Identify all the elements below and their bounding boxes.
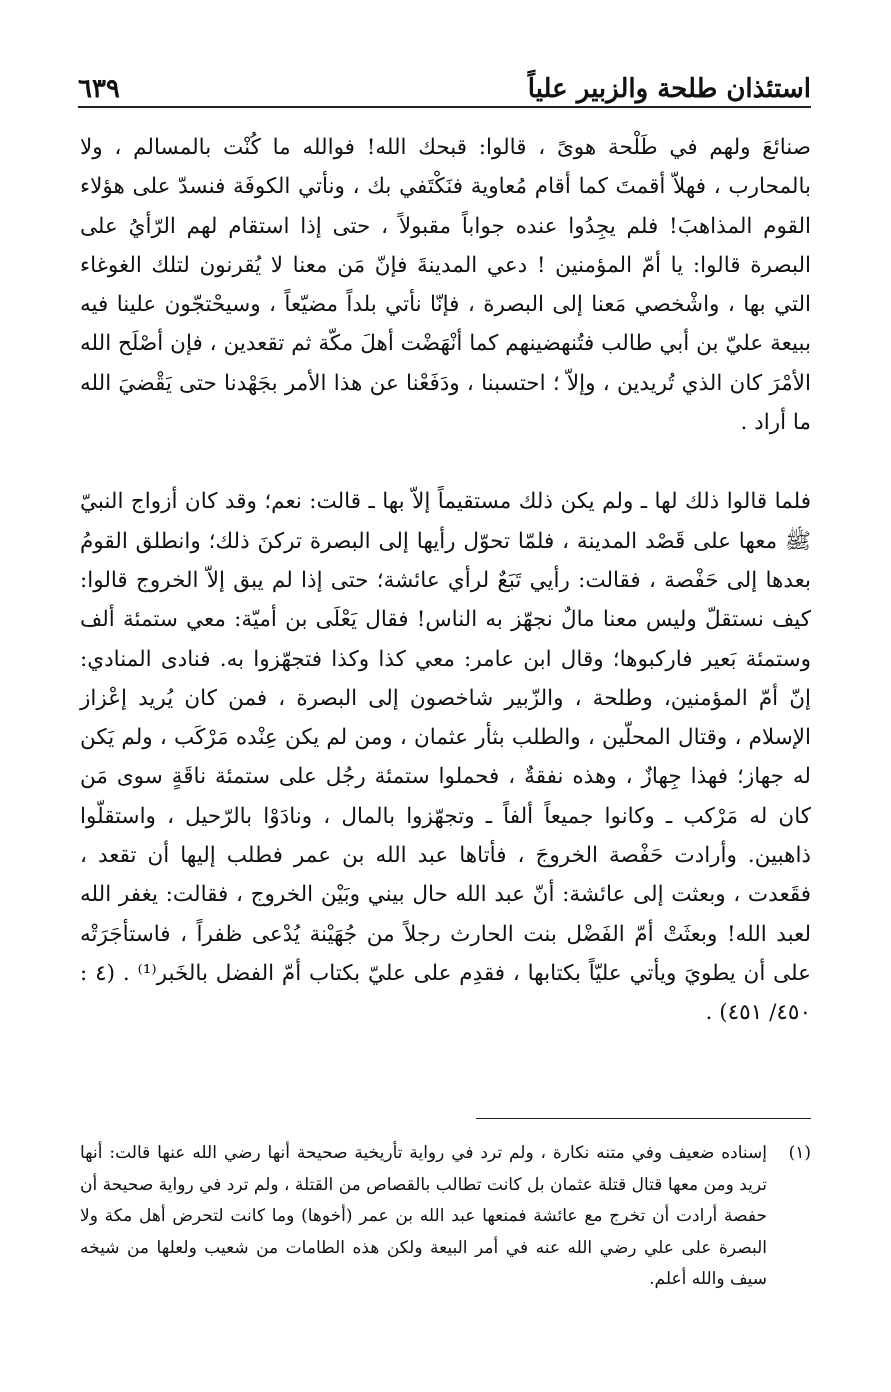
paragraph-1: صنائعَ ولهم في طَلْحة هوىً ، قالوا: قبحك الله! فوالله ما كُنْت بالمسالم ، ولا بالمحارب ، فهلاّ أقمتَ كما أقام مُعاوية فنَكْتَفي بك ، ونأتي الكوفَة فنسدّ على هؤلاء القوم المذاهبَ! فلم يجِدُوا عنده جواباً مقبولاً ، حتى إذا استقام لهم الرّأيُ على البصرة قالوا: يا أمّ المؤمنين ! دعي المدينةَ فإنّ مَن معنا لا يُقرنون لتلك الغوغاء التي بها ، واشْخصي مَعنا إلى البصرة ، فإنّا نأتي بلداً مضيّعاً ، وسيحْتجّون علينا فيه ببيعة عليّ بن أبي طالب فتُنهضينهم كما أنْهَضْت أهلَ مكّة ثم تقعدين ، فإن أصْلَح الله الأمْرَ كان الذي تُريدين ، وإلاّ ؛ احتسبنا ، ودَفَعْنا عن هذا الأمر بجَهْدنا حتى يَقْضيَ الله ما أراد .	[80, 135, 811, 436]
page-number: ٦٣٩	[78, 74, 120, 104]
chapter-title: استئذان طلحة والزبير علياً	[527, 74, 811, 104]
running-header	[78, 58, 811, 108]
footnote	[80, 1138, 811, 1296]
body-text	[80, 128, 811, 1033]
paragraph-2: فلما قالوا ذلك لها ـ ولم يكن ذلك مستقيماً إلاّ بها ـ قالت: نعم؛ وقد كان أزواج النبيّ ﷺ معها على قَصْد المدينة ، فلمّا تحوّل رأيها إلى البصرة تركنَ ذلك؛ وانطلق القومُ بعدها إلى حَفْصة ، فقالت: رأيي تَبَعٌ لرأي عائشة؛ حتى إذا لم يبق إلاّ الخروج قالوا: كيف نستقلّ وليس معنا مالٌ نجهّز به الناس! فقال يَعْلَى بن أميّة: معي ستمئة ألف وستمئة بَعير فاركبوها؛ وقال ابن عامر: معي كذا وكذا فتجهّزوا به. فنادى المنادي: إنّ أمّ المؤمنين، وطلحة ، والزّبير شاخصون إلى البصرة ، فمن كان يُريد إعْزاز الإسلام ، وقتال المحلّين ، والطلب بثأر عثمان ، ومن لم يكن عِنْده مَرْكَب ، ولم يَكن له جهاز؛ فهذا جِهازٌ ، وهذه نفقةٌ ، فحملوا ستمئة رجُل على ستمئة ناقَةٍ سوى مَن كان له مَرْكب ـ وكانوا جميعاً ألفاً ـ وتجهّزوا بالمال ، ونادَوْا بالرّحيل ، واستقلّوا ذاهبين. وأرادت حَفْصة الخروجَ ، فأتاها عبد الله بن عمر فطلب إليها أن تقعد ، فقَعدت ، وبعثت إلى عائشة: أنّ عبد الله حال بيني وبَيْن الخروج ، فقالت: يغفر الله لعبد الله! وبعثَتْ أمّ الفَضْل بنت الحارث رجلاً من جُهَيْنة يُدْعى ظفراً ، فاستأجَرَتْه على أن يطويَ ويأتي عليّاً بكتابها ، فقدِم على عليّ بكتاب أمّ الفضل بالخَبر⁽¹⁾ . (٤ : ٤٥٠/ ٤٥١) .	[80, 489, 811, 1026]
footnote-text: إسناده ضعيف وفي متنه نكارة ، ولم ترد في رواية تأريخية صحيحة أنها رضي الله عنها قالت: أنها تريد ومن معها قتال قتلة عثمان بل كانت تطالب بالقصاص من القتلة ، ولم ترد في رواية صحيحة أن حفصة أرادت أن تخرج مع عائشة فمنعها عبد الله بن عمر (أخوها) وما كانت لتحرض أهل مكة ولا البصرة على علي رضي الله عنه في أمر البيعة ولكن هذه الطامات من شعيب ولعلها من شيخه سيف والله أعلم.	[80, 1143, 767, 1289]
footnote-marker: (١)	[788, 1143, 811, 1163]
footnote-separator	[476, 1118, 811, 1119]
